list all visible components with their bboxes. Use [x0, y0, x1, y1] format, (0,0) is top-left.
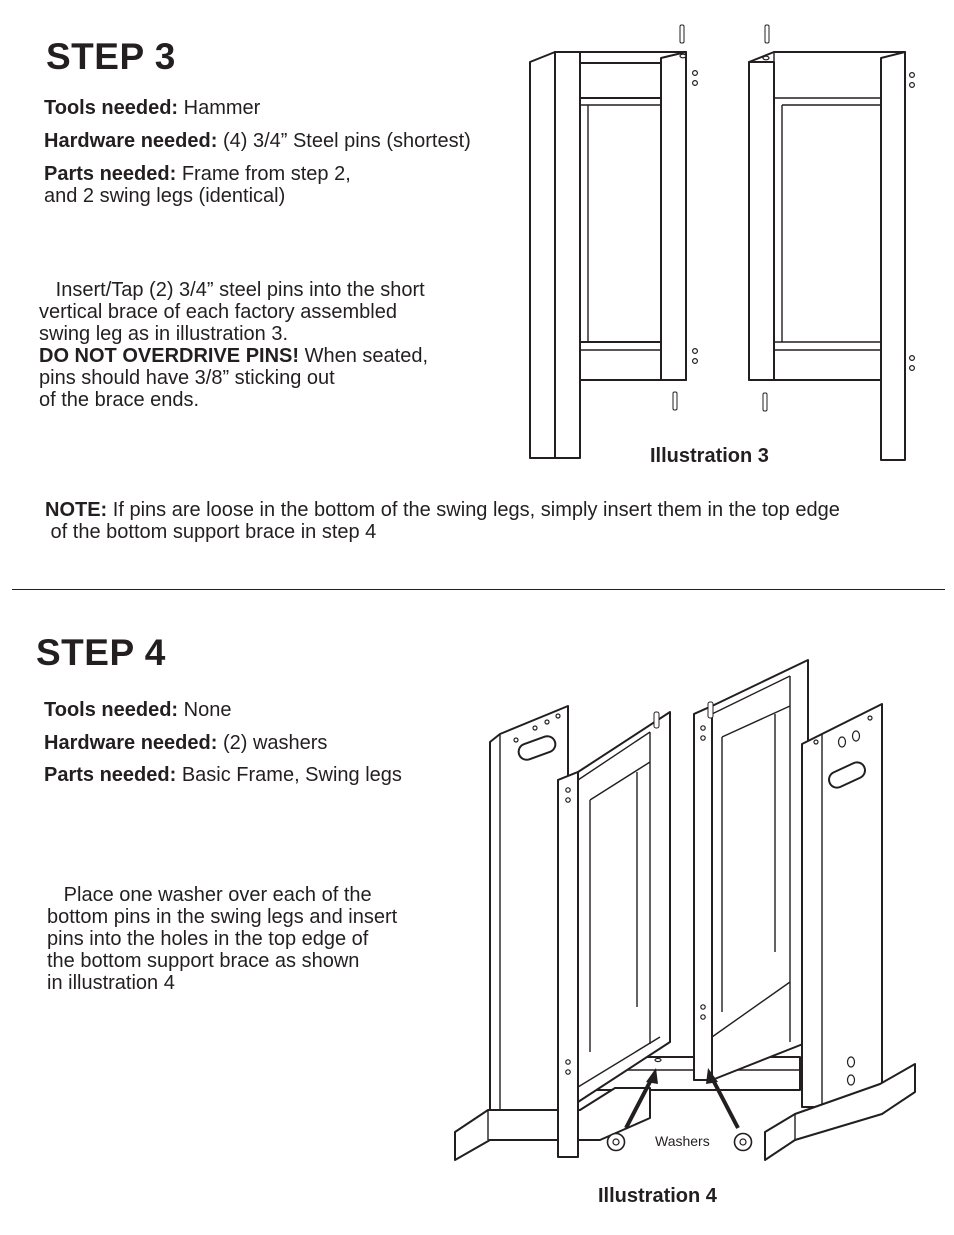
step4-instructions: [47, 884, 397, 994]
step3-tools-label: Tools needed:: [44, 97, 179, 119]
step3-instructions: [39, 279, 428, 411]
step3-note-text: If pins are loose in the bottom of the swing legs, simply insert them in the top edge: [107, 499, 840, 521]
step3-tools-value: Hammer: [178, 97, 261, 119]
step3-hardware-value: (4) 3/4” Steel pins (shortest): [217, 130, 471, 152]
step4-tools-value: None: [178, 699, 232, 721]
steel-pin-icon: [673, 392, 677, 410]
step3-instruction-line: swing leg as in illustration 3.: [39, 323, 289, 345]
step4-tools: [44, 699, 231, 721]
illustration-3-drawing: [520, 20, 940, 470]
section-divider: [12, 589, 945, 590]
step4-title: STEP 4: [36, 632, 166, 673]
step4-instruction-line: bottom pins in the swing legs and insert: [47, 906, 398, 928]
step3-warning-line: pins should have 3/8” sticking out: [39, 367, 335, 389]
step4-instruction-line: the bottom support brace as shown: [47, 950, 360, 972]
swing-leg-left: [530, 25, 697, 458]
step3-parts-line2: and 2 swing legs (identical): [44, 185, 286, 207]
washers-label: Washers: [655, 1133, 710, 1149]
step3-title: STEP 3: [46, 36, 176, 77]
step3-parts-value: Frame from step 2,: [176, 163, 351, 185]
step3-warning-rest: When seated,: [299, 345, 428, 367]
steel-pin-icon: [654, 712, 659, 728]
step3-tools: [44, 97, 260, 119]
step3-note-line2: of the bottom support brace in step 4: [45, 521, 377, 543]
step3-parts-label: Parts needed:: [44, 163, 177, 185]
step3-note-label: NOTE:: [45, 499, 108, 521]
step3-parts: [44, 163, 351, 185]
washer-icon: [735, 1134, 752, 1151]
steel-pin-icon: [680, 25, 684, 43]
steel-pin-icon: [708, 702, 713, 718]
step3-note: [45, 499, 840, 521]
steel-pin-icon: [763, 393, 767, 411]
illustration-3-caption: Illustration 3: [650, 445, 769, 467]
step3-hardware: [44, 130, 471, 152]
step4-parts-value: Basic Frame, Swing legs: [176, 764, 402, 786]
step3-instruction-line: Insert/Tap (2) 3/4” steel pins into the short: [39, 279, 425, 301]
illustration-4-caption: Illustration 4: [598, 1185, 717, 1207]
step4-instruction-line: Place one washer over each of the: [47, 884, 372, 906]
step3-warning-bold: DO NOT OVERDRIVE PINS!: [39, 345, 300, 367]
step3-instruction-line: vertical brace of each factory assembled: [39, 301, 397, 323]
step4-hardware-label: Hardware needed:: [44, 732, 218, 754]
step4-hardware-value: (2) washers: [217, 732, 328, 754]
washer-icon: [608, 1134, 625, 1151]
step4-parts-label: Parts needed:: [44, 764, 177, 786]
step4-hardware: [44, 732, 327, 754]
step4-instruction-line: in illustration 4: [47, 972, 175, 994]
step4-instruction-line: pins into the holes in the top edge of: [47, 928, 369, 950]
step4-parts: [44, 764, 402, 786]
step3-warning-line: of the brace ends.: [39, 389, 200, 411]
illustration-4-drawing: [450, 652, 925, 1172]
step4-tools-label: Tools needed:: [44, 699, 179, 721]
swing-leg-back-right: [694, 660, 808, 1080]
swing-leg-right: [749, 25, 914, 460]
step3-warning: [39, 345, 428, 367]
steel-pin-icon: [765, 25, 769, 43]
step3-hardware-label: Hardware needed:: [44, 130, 218, 152]
